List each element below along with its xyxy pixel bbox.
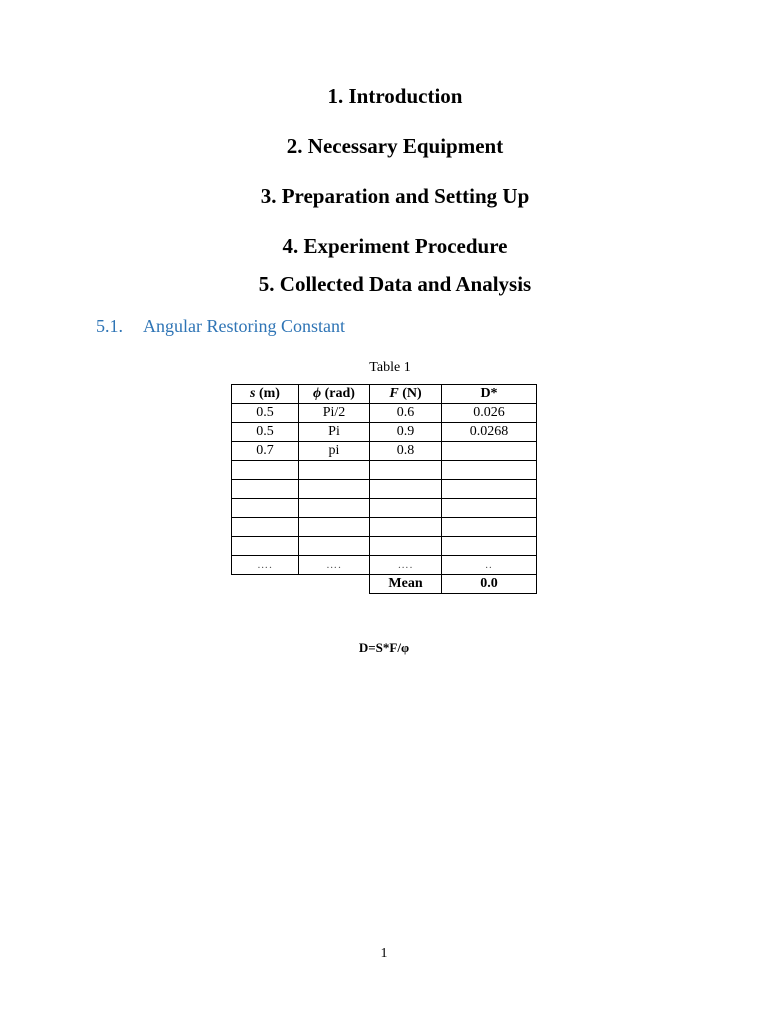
table-cell: pi	[299, 442, 370, 461]
table-cell	[232, 461, 299, 480]
table-cell	[442, 442, 537, 461]
table-cell	[232, 537, 299, 556]
table-cell: 0.5	[232, 404, 299, 423]
heading-experiment-procedure: 4. Experiment Procedure	[282, 234, 508, 258]
heading-preparation: 3. Preparation and Setting Up	[260, 184, 530, 208]
data-table	[231, 384, 537, 594]
heading-collected-data: 5. Collected Data and Analysis	[258, 272, 532, 296]
mean-label: Mean	[370, 575, 442, 594]
header-s: s (m)	[232, 385, 299, 404]
table-cell: ….	[370, 556, 442, 575]
table-cell	[299, 499, 370, 518]
table-cell: 0.0268	[442, 423, 537, 442]
table-cell: Pi/2	[299, 404, 370, 423]
table-cell: 0.7	[232, 442, 299, 461]
table-cell	[370, 480, 442, 499]
table-cell	[442, 499, 537, 518]
table-caption: Table 1	[369, 360, 411, 375]
subsection-heading	[96, 315, 345, 337]
table-cell: 0.5	[232, 423, 299, 442]
table-cell	[442, 480, 537, 499]
table-cell	[370, 461, 442, 480]
table-row	[232, 461, 537, 480]
table-blank-cell	[299, 575, 370, 594]
table-row	[232, 537, 537, 556]
table-row	[232, 499, 537, 518]
table-cell: ..	[442, 556, 537, 575]
table-cell	[442, 461, 537, 480]
table-cell: 0.8	[370, 442, 442, 461]
heading-introduction: 1. Introduction	[327, 84, 463, 108]
table-row	[232, 423, 537, 442]
table-row	[232, 442, 537, 461]
subsection-number: 5.1.	[96, 316, 123, 336]
table-cell: 0.026	[442, 404, 537, 423]
mean-value: 0.0	[442, 575, 537, 594]
header-phi: ϕ (rad)	[299, 385, 370, 404]
table-cell	[299, 461, 370, 480]
table-row	[232, 404, 537, 423]
table-cell	[370, 499, 442, 518]
table-cell	[442, 518, 537, 537]
table-cell	[370, 518, 442, 537]
table-header-row	[232, 385, 537, 404]
table-cell	[299, 537, 370, 556]
header-d: D*	[442, 385, 537, 404]
table-cell	[232, 480, 299, 499]
table-row	[232, 518, 537, 537]
header-f: F (N)	[370, 385, 442, 404]
formula: D=S*F/φ	[358, 640, 410, 655]
table-cell: ….	[232, 556, 299, 575]
table-cell	[232, 499, 299, 518]
table-blank-cell	[232, 575, 299, 594]
page-number: 1	[380, 946, 388, 961]
table-cell	[299, 480, 370, 499]
table-cell: Pi	[299, 423, 370, 442]
table-mean-row	[232, 575, 537, 594]
table-cell	[442, 537, 537, 556]
table-cell	[370, 537, 442, 556]
table-cell	[299, 518, 370, 537]
table-row	[232, 556, 537, 575]
subsection-title: Angular Restoring Constant	[143, 316, 345, 336]
table-cell	[232, 518, 299, 537]
table-cell: 0.9	[370, 423, 442, 442]
table-row	[232, 480, 537, 499]
table-cell: 0.6	[370, 404, 442, 423]
heading-necessary-equipment: 2. Necessary Equipment	[286, 134, 504, 158]
table-cell: ….	[299, 556, 370, 575]
